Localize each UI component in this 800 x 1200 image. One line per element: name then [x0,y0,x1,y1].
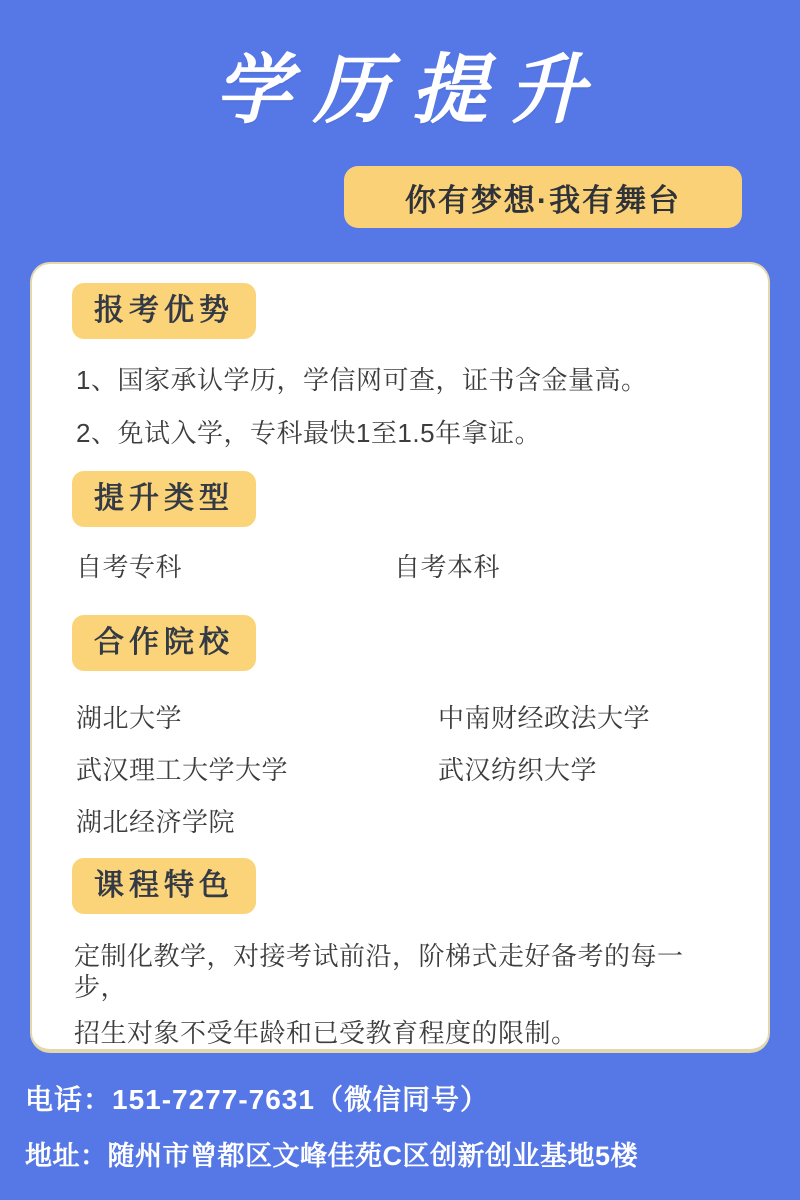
section-badge-advantages: 报考优势 [72,283,256,339]
section-badge-schools: 合作院校 [72,615,256,671]
content-card [30,262,770,1053]
type-item-zikao-zhuanke: 自考专科 [76,552,183,582]
slogan-banner: 你有梦想·我有舞台 [344,166,742,228]
school-item: 武汉理工大学大学 [76,755,289,785]
type-item-zikao-benke: 自考本科 [394,552,501,582]
school-item: 中南财经政法大学 [438,703,651,733]
advantage-item-1: 1、国家承认学历，学信网可查，证书含金量高。 [76,365,648,395]
contact-phone-line: 电话：151-7277-7631（微信同号） [25,1084,489,1115]
section-badge-features: 课程特色 [72,858,256,914]
feature-line-1: 定制化教学，对接考试前沿，阶梯式走好备考的每一步， [74,941,684,1002]
school-item: 湖北经济学院 [76,807,236,837]
advantage-item-2: 2、免试入学，专科最快1至1.5年拿证。 [76,418,542,448]
feature-line-2: 招生对象不受年龄和已受教育程度的限制。 [74,1018,578,1048]
school-item: 武汉纺织大学 [438,755,598,785]
section-badge-types: 提升类型 [72,471,256,527]
school-item: 湖北大学 [76,703,183,733]
schools-grid [76,703,728,838]
page-title: 学历提升 [215,48,607,133]
types-row [76,552,728,583]
contact-address-line: 地址：随州市曾都区文峰佳苑C区创新创业基地5楼 [25,1141,639,1171]
